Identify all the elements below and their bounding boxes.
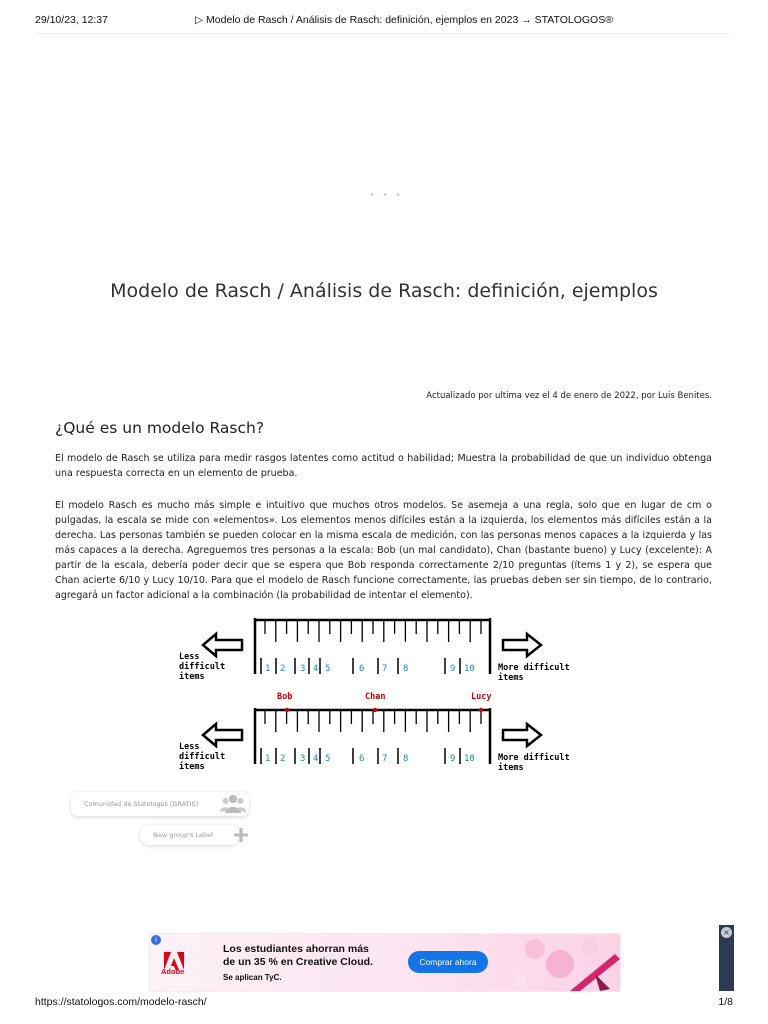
- ad-close-icon[interactable]: ×: [721, 927, 732, 938]
- item-number: 6: [359, 664, 365, 674]
- item-number: 7: [382, 664, 388, 674]
- group-icon: [220, 793, 246, 815]
- less-difficult-label: items: [179, 762, 205, 772]
- ad-artwork: [500, 934, 620, 991]
- less-difficult-label: difficult: [179, 662, 226, 672]
- item-number: 8: [403, 754, 409, 764]
- new-group-input[interactable]: [140, 825, 240, 845]
- updated-note: Actualizado por ultima vez el 4 de enero de 2022, por Luis Benites.: [426, 391, 712, 401]
- body-paragraph: El modelo Rasch es mucho más simple e intuitivo que muchos otros modelos. Se asemeja a una regla, solo que en lugar de cm o pulgadas, la escala se mide con «elementos». Los elementos menos difíciles están a la izquierda, los elementos más difíciles están a la derecha. Las personas también se pueden colocar en la misma escala de medición, con las personas menos capaces a la izquierda y las más capaces a la derecha. Agreguemos tres personas a la escala: Bob (un mal candidato), Chan (bastante bueno) y Lucy (excelente): A partir de la escala, debería poder decir que se espera que Bob responda correctamente 2/10 preguntas (ítems 1 y 2), se espera que Chan acierte 6/10 y Lucy 10/10. Para que el modelo de Rasch funcione correctamente, las pruebas deben ser sin tiempo, de lo contrario, agregará un factor adicional a la combinación (la probabilidad de intentar el elemento).: [55, 500, 712, 601]
- item-number: 5: [325, 754, 331, 764]
- section-heading: ¿Qué es un modelo Rasch?: [55, 419, 265, 437]
- item-number: 2: [280, 664, 286, 674]
- ad-brand: Adobe: [161, 967, 185, 976]
- plus-icon[interactable]: [233, 827, 249, 843]
- ad-terms: Se aplican TyC.: [223, 973, 282, 982]
- item-number: 9: [450, 754, 456, 764]
- new-group-label: New group's Label: [153, 831, 213, 839]
- item-number: 10: [464, 754, 475, 764]
- print-url: https://statologos.com/modelo-rasch/: [35, 996, 207, 1008]
- right-arrow-icon: [503, 634, 541, 656]
- page-title: Modelo de Rasch / Análisis de Rasch: definición, ejemplos: [110, 280, 658, 302]
- item-number: 7: [382, 754, 388, 764]
- rasch-ruler-figure: [170, 612, 600, 782]
- less-difficult-label: Less: [179, 652, 200, 662]
- header-divider: [35, 33, 730, 34]
- item-number: 2: [280, 754, 286, 764]
- ad-cta-button[interactable]: Comprar ahora: [408, 951, 488, 973]
- ruler-bottom: [179, 692, 570, 773]
- item-number: 3: [300, 754, 306, 764]
- item-number: 4: [313, 664, 319, 674]
- more-difficult-label: More difficult: [498, 663, 570, 673]
- less-difficult-label: items: [179, 672, 205, 682]
- item-number: 10: [464, 664, 475, 674]
- more-difficult-label: items: [498, 763, 524, 773]
- community-group-card[interactable]: [71, 792, 249, 816]
- less-difficult-label: Less: [179, 742, 200, 752]
- item-number: 9: [450, 664, 456, 674]
- intro-paragraph: El modelo de Rasch se utiliza para medir rasgos latentes como actitud o habilidad; Muestra la probabilidad de que un individuo obtenga una respuesta correcta en un elemento de prueba.: [55, 453, 712, 479]
- print-date: 29/10/23, 12:37: [35, 14, 108, 26]
- less-difficult-label: difficult: [179, 752, 226, 762]
- left-arrow-icon: [203, 634, 242, 656]
- item-number: 8: [403, 664, 409, 674]
- person-label: Bob: [277, 692, 293, 702]
- person-marker: [285, 708, 289, 712]
- person-marker: [373, 708, 377, 712]
- more-difficult-label: items: [498, 673, 524, 683]
- loading-dots: • • •: [369, 190, 404, 201]
- ad-info-icon[interactable]: i: [151, 935, 161, 945]
- person-marker: [479, 708, 483, 712]
- item-number: 1: [265, 754, 271, 764]
- right-arrow-icon: [503, 724, 541, 746]
- community-group-label: Comunidad de Statologos (GRATIS): [84, 800, 199, 808]
- advertisement-banner[interactable]: [149, 933, 621, 992]
- item-number: 5: [325, 664, 331, 674]
- item-number: 6: [359, 754, 365, 764]
- item-number: 3: [300, 664, 306, 674]
- more-difficult-label: More difficult: [498, 753, 570, 763]
- print-page-number: 1/8: [718, 996, 733, 1008]
- print-page-title: ▷ Modelo de Rasch / Análisis de Rasch: definición, ejemplos en 2023 → STATOLOGOS®: [195, 14, 613, 26]
- person-label: Chan: [365, 692, 386, 702]
- person-label: Lucy: [471, 692, 492, 702]
- ruler-top: [179, 618, 570, 683]
- item-number: 1: [265, 664, 271, 674]
- item-number: 4: [313, 754, 319, 764]
- ad-headline: Los estudiantes ahorran más de un 35 % en Creative Cloud.: [223, 943, 373, 968]
- print-header: [35, 14, 733, 28]
- left-arrow-icon: [203, 724, 242, 746]
